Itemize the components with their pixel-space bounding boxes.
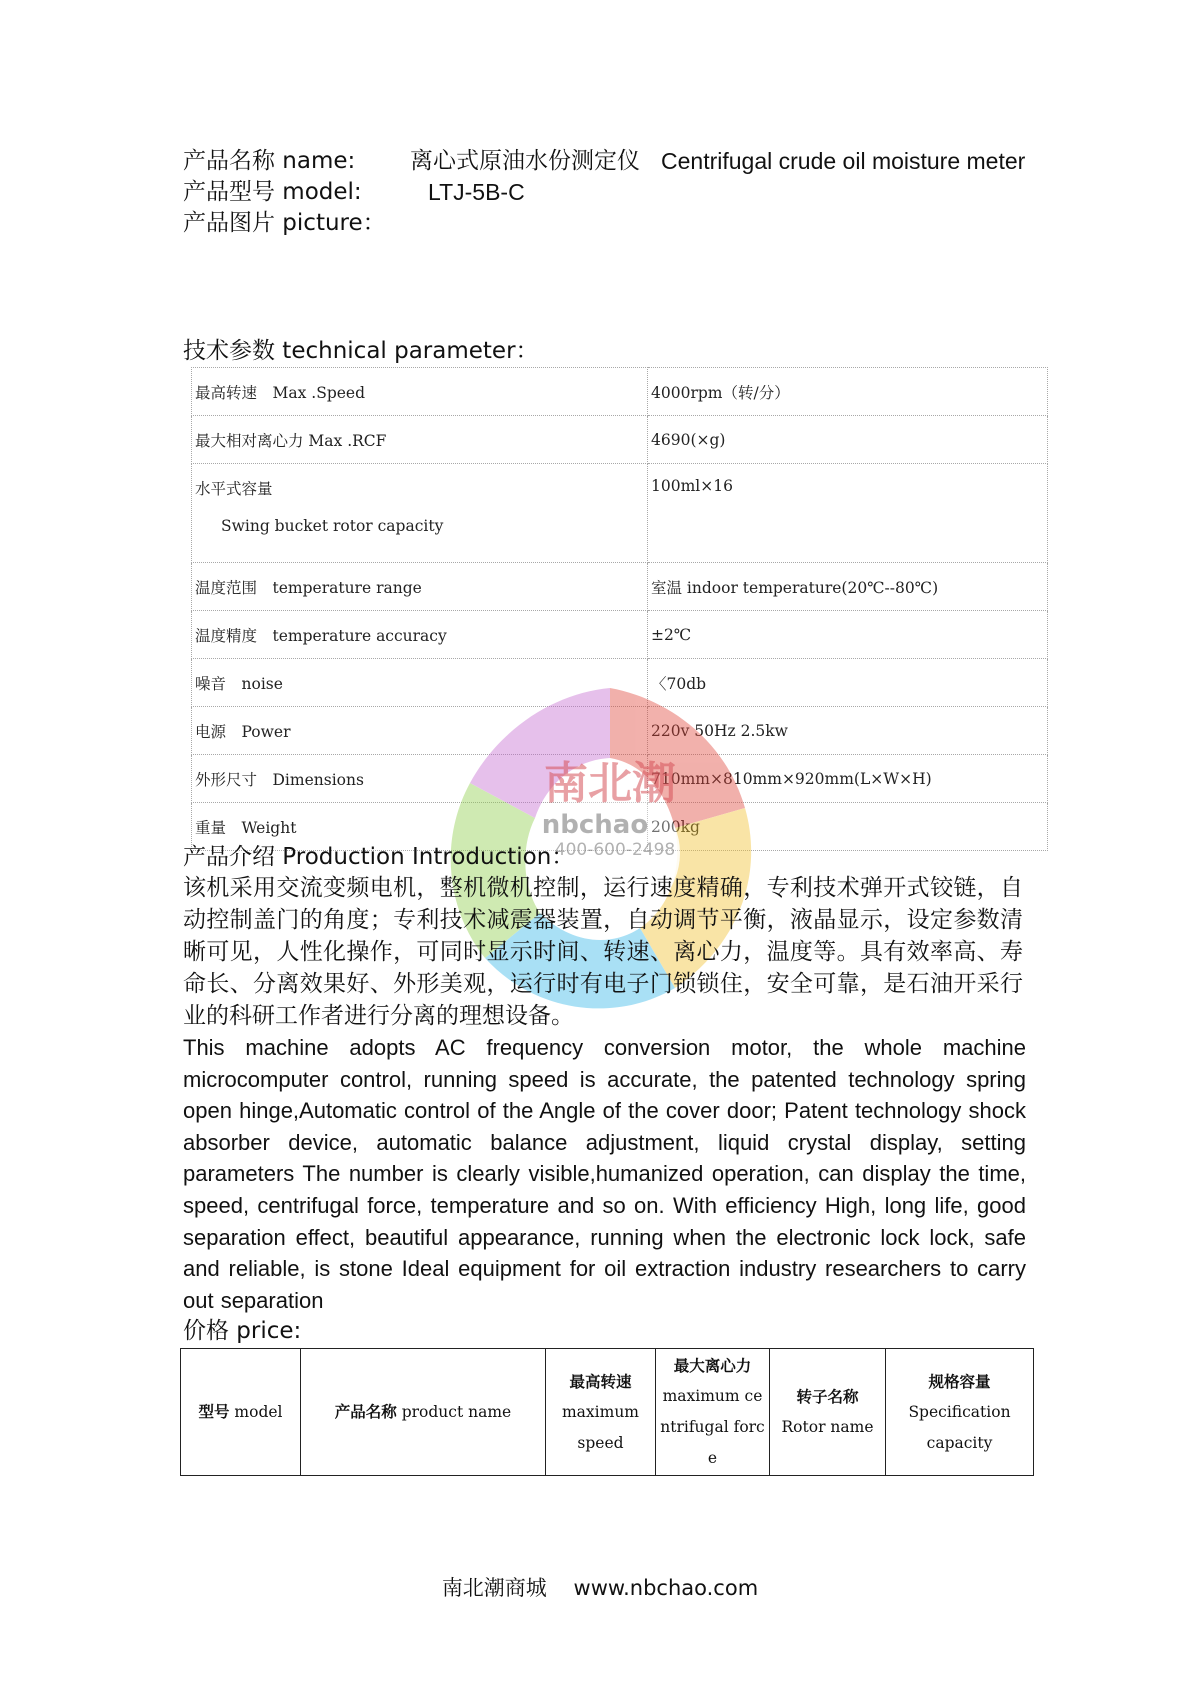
intro-text-cn: 该机采用交流变频电机，整机微机控制，运行速度精确，专利技术弹开式铰链，自动控制盖门的角度；专利技术减震器装置，自动调节平衡，液晶显示，设定参数清晰可见，人性化操作，可同时显示时间、转速、离心力，温度等。具有效率高、寿命长、分离效果好、外形美观，运行时有电子门锁锁住，安全可靠，是石油开采行业的科研工作者进行分离的理想设备。 <box>183 875 1023 1029</box>
tech-param-label: 最高转速 Max .Speed <box>192 368 648 416</box>
tech-param-label: 水平式容量 <box>195 480 273 498</box>
tech-param-value: 〈70db <box>648 659 1048 707</box>
tech-param-label: 重量 Weight <box>192 803 648 851</box>
tech-row <box>192 659 1048 707</box>
tech-param-label-cell <box>192 464 648 563</box>
tech-param-value: 100ml×16 <box>648 464 1048 563</box>
price-header-cn: 规格容量 <box>928 1371 991 1391</box>
tech-param-value: 220v 50Hz 2.5kw <box>648 707 1048 755</box>
product-model-label: 产品型号 model: <box>183 179 362 205</box>
watermark-brand: 南北潮 <box>544 758 676 809</box>
product-name-value-cn: 离心式原油水份测定仪 <box>410 148 640 174</box>
tech-row <box>192 464 1048 563</box>
price-header-max-speed <box>546 1349 656 1476</box>
tech-row <box>192 755 1048 803</box>
price-header-en: product name <box>401 1403 512 1421</box>
price-header-row <box>181 1349 1034 1476</box>
price-header-en: Specification capacity <box>908 1402 1011 1452</box>
tech-param-label: 温度精度 temperature accuracy <box>192 611 648 659</box>
price-header-product-name <box>301 1349 546 1476</box>
price-header-cn: 最大离心力 <box>673 1356 752 1375</box>
tech-param-label-sub: Swing bucket rotor capacity <box>221 517 444 535</box>
tech-row <box>192 707 1048 755</box>
price-header-cn: 转子名称 <box>796 1387 859 1406</box>
price-header-en: maximum speed <box>561 1402 639 1452</box>
tech-param-value: 4690(×g) <box>648 416 1048 464</box>
tech-param-label: 电源 Power <box>192 707 648 755</box>
watermark-latin: nbchao <box>541 810 649 840</box>
tech-param-label: 外形尺寸 Dimensions <box>192 755 648 803</box>
intro-title: 产品介绍 Production Introduction： <box>183 844 575 870</box>
price-table <box>180 1348 1034 1476</box>
tech-param-value: 200kg <box>648 803 1048 851</box>
price-header-model <box>181 1349 301 1476</box>
price-header-cn: 型号 <box>198 1402 230 1421</box>
product-picture-label: 产品图片 picture： <box>183 210 386 236</box>
price-header-en: Rotor name <box>781 1418 874 1436</box>
watermark-phone: 400-600-2498 <box>554 840 676 860</box>
tech-params-title: 技术参数 technical parameter： <box>183 338 539 364</box>
price-header-max-force <box>656 1349 770 1476</box>
tech-row <box>192 563 1048 611</box>
price-header-en: model <box>234 1403 283 1421</box>
tech-param-label: 噪音 noise <box>192 659 648 707</box>
intro-text-en: This machine adopts AC frequency conversion motor, the whole machine microcomputer control, running speed is accurate, the patented technology spring open hinge,Automatic control of the Angle of the cover door; Patent technology shock absorber device, automatic balance adjustment, liquid crystal display, setting parameters The number is clearly visible,humanized operation, can display the time, speed, centrifugal force, temperature and so on. With efficiency High, long life, good separation effect, beautiful appearance, running when the electronic lock lock, safe and reliable, is stone Ideal equipment for oil extraction industry researchers to carry out separation <box>183 1035 1026 1313</box>
price-header-en: maximum centrifugal force <box>660 1387 765 1467</box>
page-footer <box>0 1572 1200 1602</box>
tech-row <box>192 611 1048 659</box>
tech-param-label: 温度范围 temperature range <box>192 563 648 611</box>
price-header-rotor-name <box>770 1349 886 1476</box>
product-name-value-en: Centrifugal crude oil moisture meter <box>661 148 1026 174</box>
tech-row <box>192 416 1048 464</box>
product-model-value: LTJ-5B-C <box>428 179 525 205</box>
price-title: 价格 price: <box>183 1318 302 1344</box>
price-header-capacity <box>886 1349 1034 1476</box>
tech-param-value: 4000rpm（转/分） <box>648 368 1048 416</box>
price-header-cn: 产品名称 <box>334 1402 397 1421</box>
price-header-cn: 最高转速 <box>569 1371 632 1391</box>
footer-url: www.nbchao.com <box>573 1576 759 1600</box>
tech-param-value: 710mm×810mm×920mm(L×W×H) <box>648 755 1048 803</box>
footer-shop-name: 南北潮商城 <box>441 1576 547 1600</box>
product-name-label: 产品名称 name: <box>183 148 356 174</box>
tech-params-table <box>191 367 1048 851</box>
tech-param-label: 最大相对离心力 Max .RCF <box>192 416 648 464</box>
tech-param-value: 室温 indoor temperature(20℃--80℃) <box>648 563 1048 611</box>
tech-row <box>192 368 1048 416</box>
tech-param-value: ±2℃ <box>648 611 1048 659</box>
